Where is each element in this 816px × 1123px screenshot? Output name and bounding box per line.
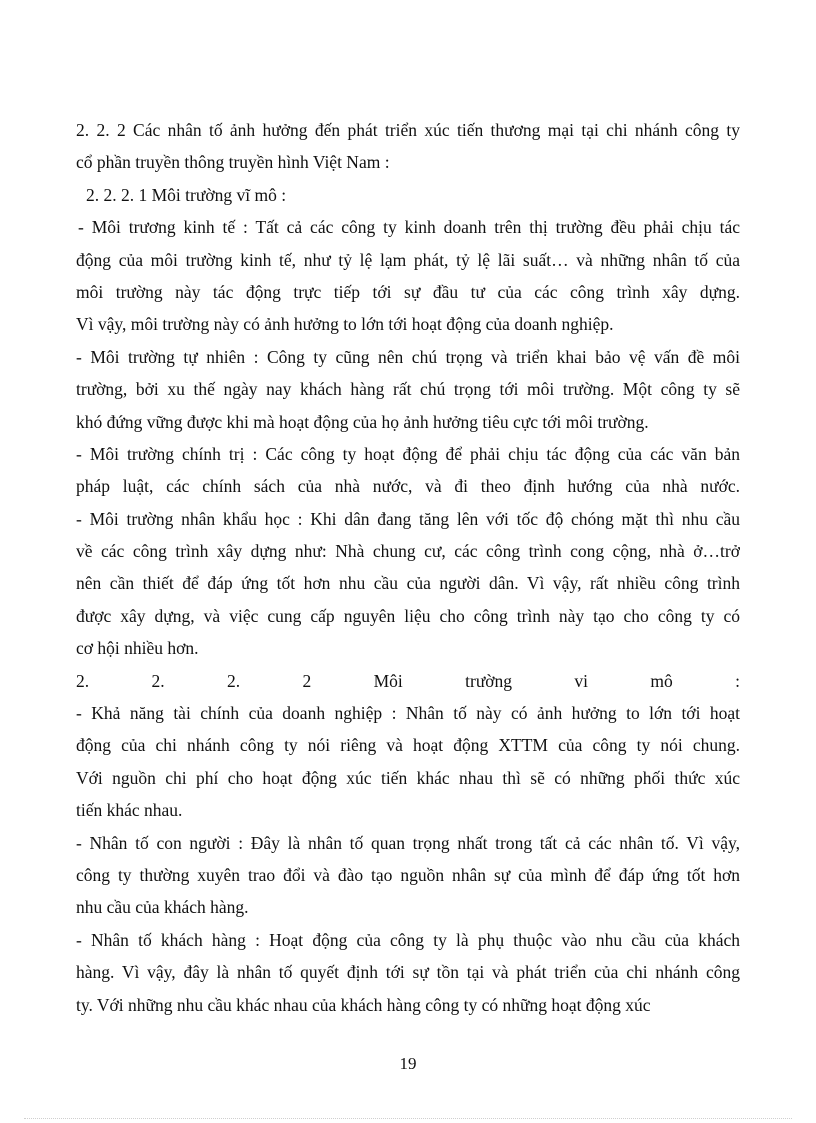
- subsection-heading-micro: 2. 2. 2. 2 Môi trường vi mô :: [76, 670, 740, 691]
- paragraph-line: công ty thường xuyên trao đổi và đào tạo nguồn nhân sự của mình để đáp ứng tốt hơn: [76, 864, 740, 885]
- page-bottom-rule: [24, 1118, 792, 1119]
- paragraph-line: - Nhân tố khách hàng : Hoạt động của công ty là phụ thuộc vào nhu cầu của khách: [76, 929, 740, 950]
- paragraph-line: - Nhân tố con người : Đây là nhân tố quan trọng nhất trong tất cả các nhân tố. Vì vậy,: [76, 832, 740, 853]
- section-heading-line-2: cổ phần truyền thông truyền hình Việt Nam :: [76, 152, 390, 173]
- paragraph-line: nên cần thiết để đáp ứng tốt hơn nhu cầu của người dân. Vì vậy, rất nhiều công trình: [76, 573, 740, 594]
- paragraph-line: khó đứng vững được khi mà hoạt động của họ ảnh hưởng tiêu cực tới môi trường.: [76, 411, 649, 432]
- paragraph-line: tiến khác nhau.: [76, 800, 183, 821]
- paragraph-line: - Môi trường nhân khẩu học : Khi dân đang tăng lên với tốc độ chóng mặt thì nhu cầu: [76, 508, 740, 529]
- paragraph-line: nhu cầu của khách hàng.: [76, 897, 249, 918]
- paragraph-line: động của môi trường kinh tế, như tỷ lệ lạm phát, tỷ lệ lãi suất… và những nhân tố của: [76, 249, 740, 270]
- paragraph-line: môi trường này tác động trực tiếp tới sự đầu tư của các công trình xây dựng.: [76, 281, 740, 302]
- paragraph-line: pháp luật, các chính sách của nhà nước, và đi theo định hướng của nhà nước.: [76, 476, 740, 497]
- paragraph-line: về các công trình xây dựng như: Nhà chung cư, các công trình cong cộng, nhà ở…trở: [76, 541, 740, 562]
- paragraph-line: trường, bởi xu thế ngày nay khách hàng rất chú trọng tới môi trường. Một công ty sẽ: [76, 379, 740, 400]
- body-text: [76, 114, 740, 1021]
- paragraph-line: được xây dựng, và việc cung cấp nguyên liệu cho công trình này tạo cho công ty có: [76, 605, 740, 626]
- paragraph-line: - Môi trương kinh tế : Tất cả các công ty kinh doanh trên thị trường đều phải chịu tác: [78, 217, 740, 238]
- paragraph-line: Với nguồn chi phí cho hoạt động xúc tiến khác nhau thì sẽ có những phối thức xúc: [76, 767, 740, 788]
- paragraph-line: Vì vậy, môi trường này có ảnh hưởng to lớn tới hoạt động của doanh nghiệp.: [76, 314, 614, 335]
- paragraph-line: - Môi trường tự nhiên : Công ty cũng nên chú trọng và triển khai bảo vệ vấn đề môi: [76, 346, 740, 367]
- page-number: 19: [399, 1054, 417, 1073]
- paragraph-line: ty. Với những nhu cầu khác nhau của khách hàng công ty có những hoạt động xúc: [76, 994, 651, 1015]
- paragraph-line: cơ hội nhiều hơn.: [76, 638, 199, 659]
- section-heading-line-1: 2. 2. 2 Các nhân tố ảnh hưởng đến phát triển xúc tiến thương mại tại chi nhánh công ty: [76, 120, 740, 140]
- subsection-heading-macro: 2. 2. 2. 1 Môi trường vĩ mô :: [86, 184, 287, 205]
- paragraph-line: hàng. Vì vậy, đây là nhân tố quyết định tới sự tồn tại và phát triển của chi nhánh công: [76, 962, 740, 983]
- paragraph-line: - Khả năng tài chính của doanh nghiệp : Nhân tố này có ảnh hưởng to lớn tới hoạt: [76, 703, 740, 724]
- paragraph-line: - Môi trường chính trị : Các công ty hoạt động để phải chịu tác động của các văn bản: [76, 443, 740, 464]
- paragraph-line: động của chi nhánh công ty nói riêng và hoạt động XTTM của công ty nói chung.: [76, 735, 740, 756]
